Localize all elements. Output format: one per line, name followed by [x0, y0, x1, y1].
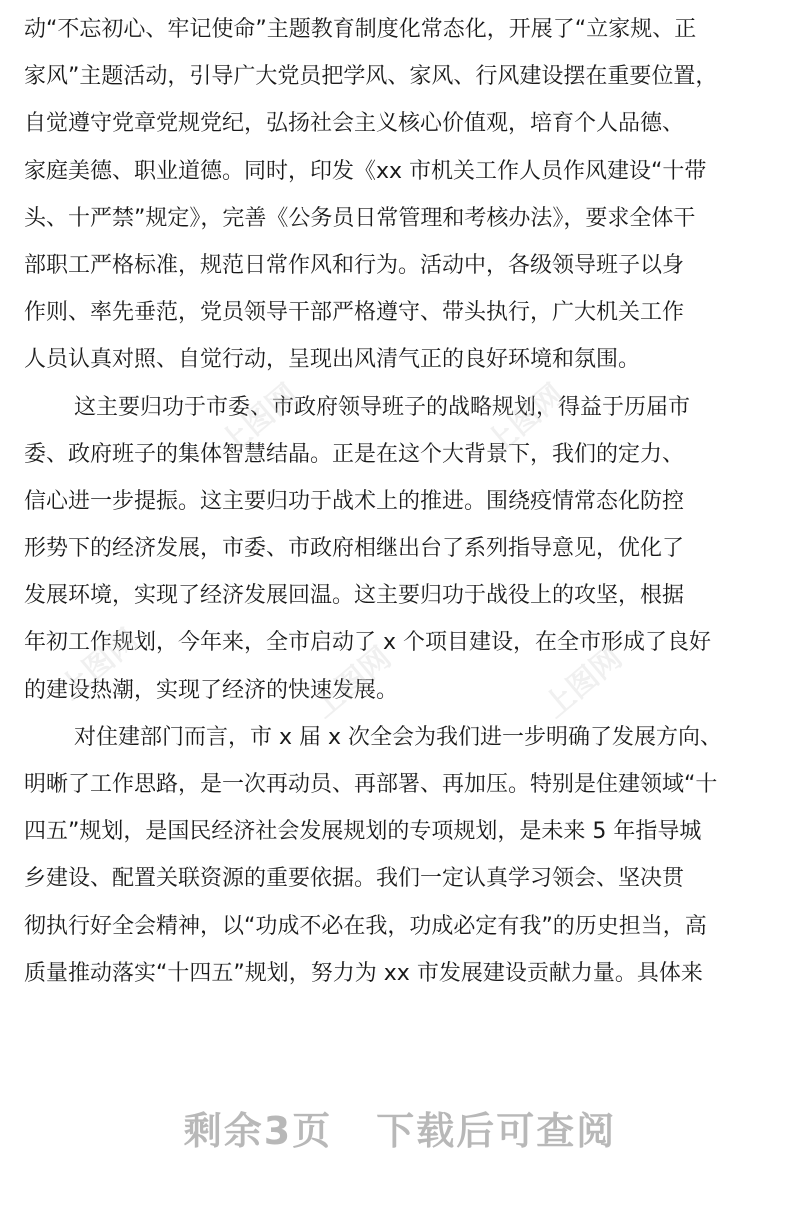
text-line: 作则、率先垂范，党员领导干部严格遵守、带头执行，广大机关工作 — [24, 300, 685, 326]
text-line: 信心进一步提振。这主要归功于战术上的推进。围绕疫情常态化防控 — [24, 488, 685, 514]
text-line: 部职工严格标准，规范日常作风和行为。活动中，各级领导班子以身 — [24, 252, 685, 278]
watermark: 上图网 — [479, 377, 571, 463]
text-line: 的建设热潮，实现了经济的快速发展。 — [24, 677, 399, 703]
text-line: 形势下的经济发展，市委、市政府相继出台了系列指导意见，优化了 — [24, 536, 685, 562]
text-line: 动“不忘初心、牢记使命”主题教育制度化常态化，开展了“立家规、正 — [24, 17, 697, 42]
download-prompt[interactable] — [0, 1100, 800, 1155]
text-line: 发展环境，实现了经济发展回温。这主要归功于战役上的攻坚，根据 — [24, 583, 685, 609]
document-body — [24, 0, 776, 997]
text-line: 头、十严禁”规定》，完善《公务员日常管理和考核办法》，要求全体干 — [24, 205, 696, 231]
watermark: 上图网 — [213, 377, 305, 463]
text-line: 彻执行好全会精神，以“功成不必在我，功成必定有我”的历史担当，高 — [24, 913, 707, 939]
paragraph-start-line: 对住建部门而言，市 x 届 x 次全会为我们进一步明确了发展方向、 — [74, 724, 723, 750]
text-line: 四五”规划，是国民经济社会发展规划的专项规划，是未来 5 年指导城 — [24, 819, 702, 845]
watermark: 上图网 — [306, 640, 398, 726]
watermark: 上图网 — [537, 640, 629, 726]
paragraph-start-line: 这主要归功于市委、市政府领导班子的战略规划，得益于历届市 — [74, 394, 691, 420]
download-hint-label: 下载后可查阅 — [376, 1109, 617, 1153]
text-line: 质量推动落实“十四五”规划，努力为 xx 市发展建设贡献力量。具体来 — [24, 960, 703, 986]
watermark: 上图网 — [53, 622, 145, 708]
text-line: 家庭美德、职业道德。同时，印发《xx 市机关工作人员作风建设“十带 — [24, 158, 707, 184]
text-line: 人员认真对照、自觉行动，呈现出风清气正的良好环境和氛围。 — [24, 347, 641, 373]
text-line: 乡建设、配置关联资源的重要依据。我们一定认真学习领会、坚决贯 — [24, 866, 685, 892]
text-line: 自觉遵守党章党规党纪，弘扬社会主义核心价值观，培育个人品德、 — [24, 111, 685, 137]
text-line: 委、政府班子的集体智慧结晶。正是在这个大背景下，我们的定力、 — [24, 441, 685, 467]
text-line: 明晰了工作思路，是一次再动员、再部署、再加压。特别是住建领域“十 — [24, 772, 718, 797]
remaining-pages-label: 剩余3页 — [183, 1109, 333, 1153]
text-line: 家风”主题活动，引导广大党员把学风、家风、行风建设摆在重要位置， — [24, 64, 718, 90]
text-line: 年初工作规划，今年来，全市启动了 x 个项目建设，在全市形成了良好 — [24, 630, 712, 656]
